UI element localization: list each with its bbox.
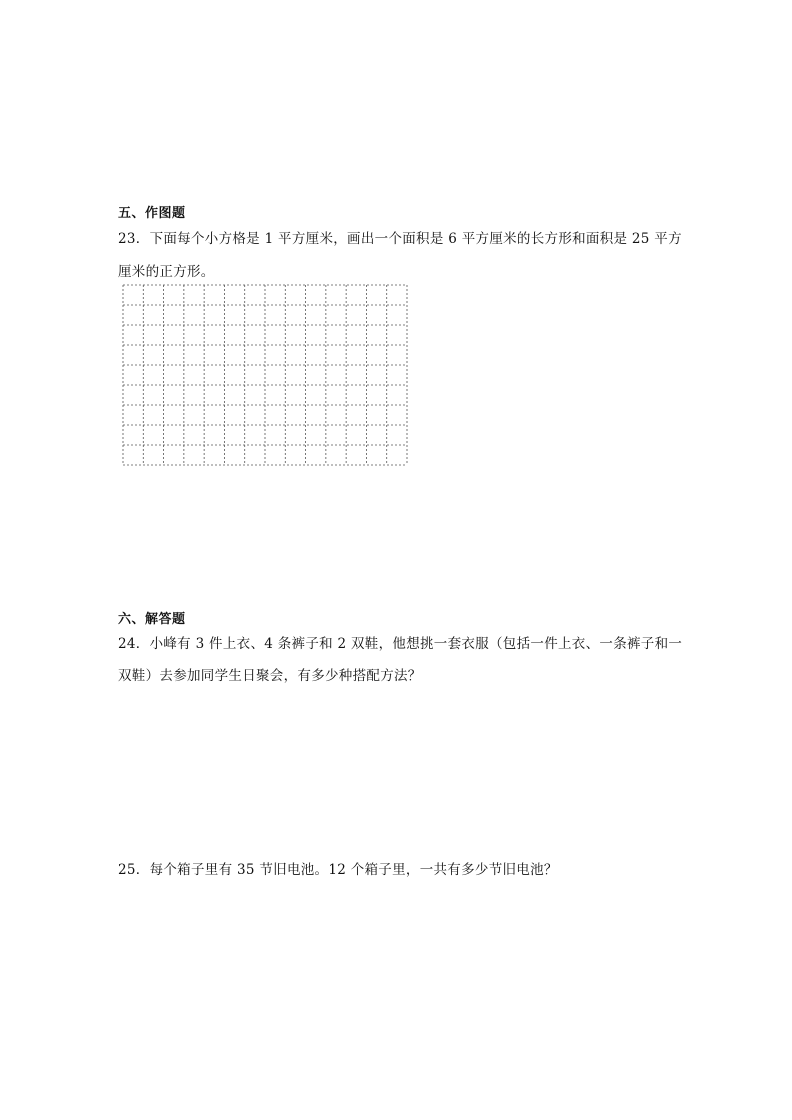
section-title-drawing: 五、作图题 xyxy=(118,206,186,221)
question-23-line-2: 厘米的正方形。 xyxy=(118,264,215,280)
section-title-solution: 六、解答题 xyxy=(118,612,186,627)
question-24-line-1: 24．小峰有 3 件上衣、4 条裤子和 2 双鞋，他想挑一套衣服（包括一件上衣、一条裤子和一 xyxy=(118,636,683,652)
question-24-line-2: 双鞋）去参加同学生日聚会，有多少种搭配方法？ xyxy=(118,668,422,684)
grid-lines xyxy=(122,284,408,466)
question-25-line-1: 25．每个箱子里有 35 节旧电池。12 个箱子里，一共有多少节旧电池？ xyxy=(118,862,558,878)
square-grid[interactable] xyxy=(122,284,408,466)
question-23-line-1: 23．下面每个小方格是 1 平方厘米，画出一个面积是 6 平方厘米的长方形和面积是 25 平方 xyxy=(118,231,682,247)
